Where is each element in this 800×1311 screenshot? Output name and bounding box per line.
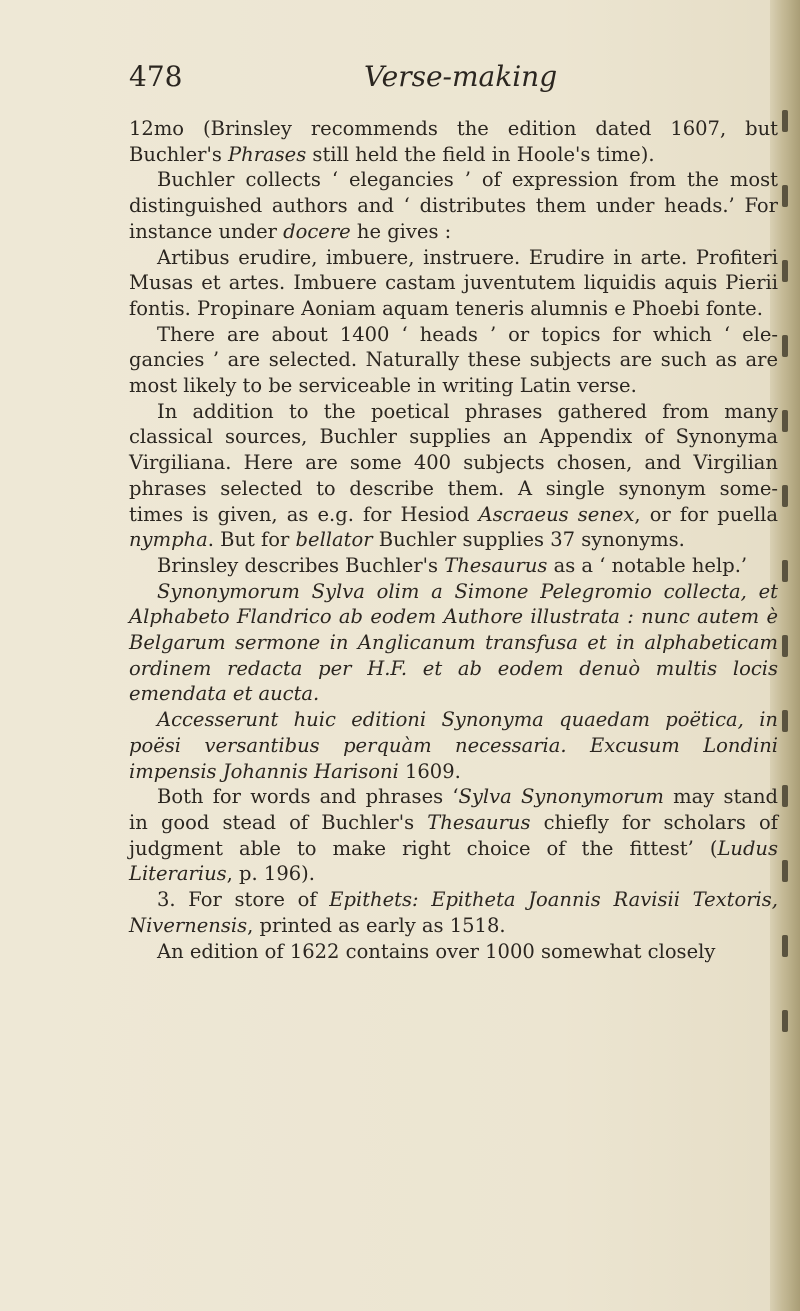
paragraph-2: Buchler collects ‘ elegancies ’ of expression from the most distinguished authors and ‘ distributes them under heads.’ For instance under docere he gives : — [129, 168, 778, 243]
paragraph-5: In addition to the poetical phrases gathered from many classical sources, Buchler supplies an Appendix of Synonyma Virgiliana. Here are some 400 subjects chosen, and Virgilian phrases selected to describe them. A single synonym some- times is given, as e.g. for Hesiod Ascraeus senex, or for puella nympha. But for bellator Buchler supplies 37 synonyms. — [129, 399, 778, 552]
latin-example: Artibus erudire, imbuere, instruere. Erudire in arte. Profiteri Musas et artes. Imbuere castam juventutem liquidis aquis Pierii fontis. Propinare Aoniam aquam teneris alumnis e Phoebi fonte. — [129, 245, 778, 320]
paragraph-11: An edition of 1622 contains over 1000 somewhat closely — [157, 939, 716, 963]
paragraph-9: Both for words and phrases ‘Sylva Synonymorum may stand in good stead of Buchler's Thesaurus chiefly for scholars of judgment able to make right choice of the fittest’ (Ludus Literarius, p. 196). — [129, 785, 778, 886]
imprint-quotation: Accesserunt huic editioni Synonyma quaedam poëtica, in poësi versantibus perquàm necessaria. Excusum Londini impensis Johannis Harisoni 1609. — [129, 708, 778, 783]
paragraph-4: There are about 1400 ‘ heads ’ or topics for which ‘ ele- gancies ’ are selected. Naturally these subjects are such as are most likely to be serviceable in writing Latin verse. — [129, 322, 778, 398]
running-title: Verse-making — [364, 60, 558, 93]
paragraph-1: 12mo (Brinsley recommends the edition dated 1607, but Buchler's Phrases still held the field in Hoole's time). — [129, 117, 778, 166]
page-number: 478 — [129, 60, 183, 93]
page-header — [129, 60, 779, 104]
title-quotation: Synonymorum Sylva olim a Simone Pelegromio collecta, et Alphabeto Flandrico ab eodem Authore illustrata : nunc autem è Belgarum sermone in Anglicanum transfusa et in alphabeticam ordinem redacta per H.F. et ab eodem denuò multis locis emendata et aucta. — [129, 579, 778, 706]
page-body — [129, 116, 778, 964]
paragraph-6: Brinsley describes Buchler's Thesaurus as a ‘ notable help.’ — [157, 553, 748, 577]
paragraph-10: 3. For store of Epithets: Epitheta Joannis Ravisii Textoris, Nivernensis, printed as early as 1518. — [129, 888, 778, 937]
